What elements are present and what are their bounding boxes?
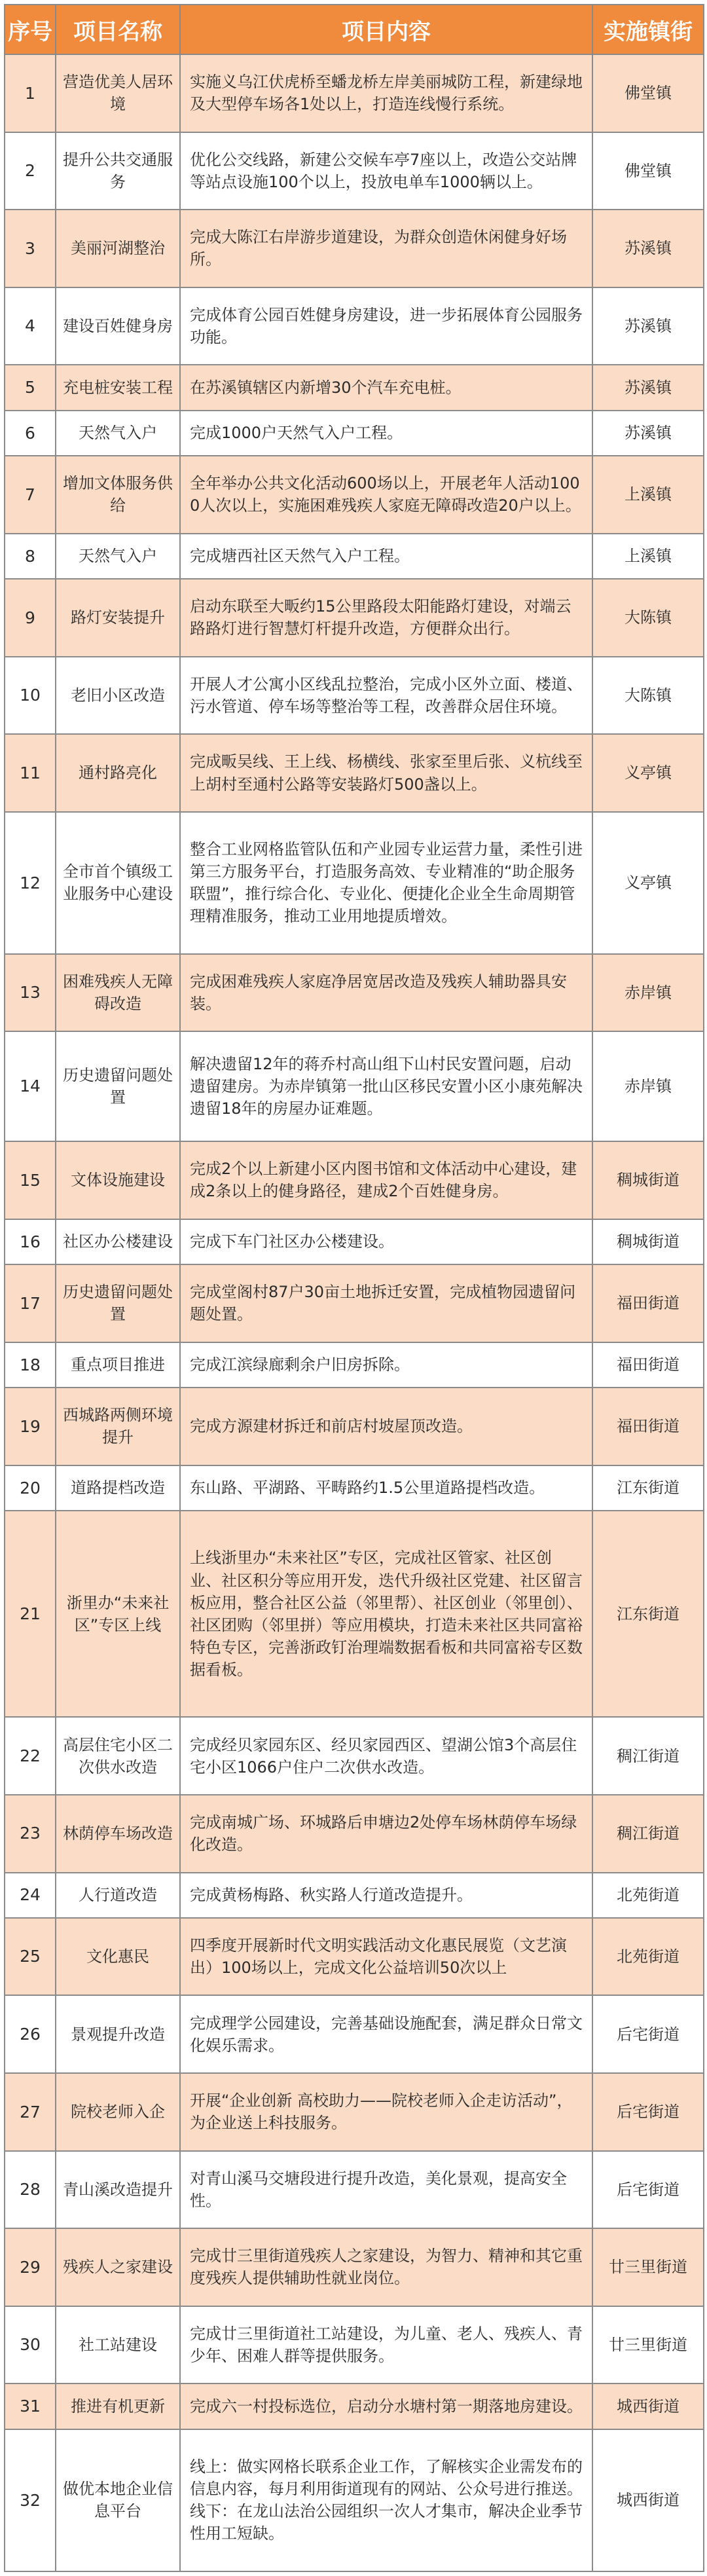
project-content: 完成经贝家园东区、经贝家园西区、望湖公馆3个高层住宅小区1066户住户二次供水改造。 bbox=[180, 1717, 592, 1795]
implementing-town: 稠江街道 bbox=[592, 1717, 704, 1795]
implementing-town: 廿三里街道 bbox=[592, 2306, 704, 2384]
implementing-town: 北苑街道 bbox=[592, 1918, 704, 1996]
project-content: 解决遗留12年的蒋乔村高山组下山村民安置问题，启动遗留建房。为赤岸镇第一批山区移民安置小区小康苑解决遗留18年的房屋办证难题。 bbox=[180, 1031, 592, 1141]
implementing-town: 赤岸镇 bbox=[592, 954, 704, 1032]
project-content: 完成南城广场、环城路后申塘边2处停车场林荫停车场绿化改造。 bbox=[180, 1795, 592, 1873]
project-content: 完成塘西社区天然气入户工程。 bbox=[180, 534, 592, 579]
project-name: 残疾人之家建设 bbox=[56, 2228, 180, 2306]
implementing-town: 后宅街道 bbox=[592, 1995, 704, 2073]
project-content: 整合工业网格监管队伍和产业园专业运营力量，柔性引进第三方服务平台，打造服务高效、专业精准的“助企服务联盟”，推行综合化、专业化、便捷化企业全生命周期管理精准服务，推动工业用地提质增效。 bbox=[180, 812, 592, 954]
row-number: 27 bbox=[5, 2073, 56, 2151]
row-number: 28 bbox=[5, 2151, 56, 2229]
implementing-town: 义亭镇 bbox=[592, 734, 704, 812]
project-content: 全年举办公共文化活动600场以上，开展老年人活动1000人次以上，实施困难残疾人家庭无障碍改造20户以上。 bbox=[180, 456, 592, 534]
implementing-town: 城西街道 bbox=[592, 2383, 704, 2429]
implementing-town: 江东街道 bbox=[592, 1511, 704, 1717]
row-number: 2 bbox=[5, 132, 56, 210]
project-name: 推进有机更新 bbox=[56, 2383, 180, 2429]
row-number: 9 bbox=[5, 579, 56, 657]
table-row bbox=[5, 1995, 704, 2073]
table-row bbox=[5, 1465, 704, 1511]
project-name: 做优本地企业信息平台 bbox=[56, 2429, 180, 2571]
project-content: 完成大陈江右岸游步道建设，为群众创造休闲健身好场所。 bbox=[180, 210, 592, 287]
table-row bbox=[5, 812, 704, 954]
table-row bbox=[5, 365, 704, 410]
row-number: 11 bbox=[5, 734, 56, 812]
row-number: 24 bbox=[5, 1873, 56, 1918]
implementing-town: 苏溪镇 bbox=[592, 287, 704, 365]
table-row bbox=[5, 1264, 704, 1342]
implementing-town: 佛堂镇 bbox=[592, 132, 704, 210]
row-number: 12 bbox=[5, 812, 56, 954]
header-name: 项目名称 bbox=[56, 5, 180, 54]
row-number: 14 bbox=[5, 1031, 56, 1141]
row-number: 22 bbox=[5, 1717, 56, 1795]
implementing-town: 佛堂镇 bbox=[592, 54, 704, 132]
implementing-town: 福田街道 bbox=[592, 1388, 704, 1465]
row-number: 21 bbox=[5, 1511, 56, 1717]
project-name: 通村路亮化 bbox=[56, 734, 180, 812]
implementing-town: 稠城街道 bbox=[592, 1219, 704, 1264]
table-row bbox=[5, 411, 704, 456]
row-number: 4 bbox=[5, 287, 56, 365]
project-content: 线上：做实网格长联系企业工作，了解核实企业需发布的信息内容，每月利用街道现有的网站、公众号进行推送。线下：在龙山法治公园组织一次人才集市，解决企业季节性用工短缺。 bbox=[180, 2429, 592, 2571]
table-row bbox=[5, 2306, 704, 2384]
table-row bbox=[5, 132, 704, 210]
header-row bbox=[5, 5, 704, 54]
row-number: 31 bbox=[5, 2383, 56, 2429]
table-row bbox=[5, 210, 704, 287]
implementing-town: 北苑街道 bbox=[592, 1873, 704, 1918]
table-row bbox=[5, 1795, 704, 1873]
implementing-town: 城西街道 bbox=[592, 2429, 704, 2571]
project-name: 天然气入户 bbox=[56, 411, 180, 456]
project-name: 浙里办“未来社区”专区上线 bbox=[56, 1511, 180, 1717]
row-number: 32 bbox=[5, 2429, 56, 2571]
project-name: 景观提升改造 bbox=[56, 1995, 180, 2073]
project-content: 完成堂阁村87户30亩土地拆迁安置，完成植物园遗留问题处置。 bbox=[180, 1264, 592, 1342]
project-content: 四季度开展新时代文明实践活动文化惠民展览（文艺演出）100场以上，完成文化公益培训50次以上 bbox=[180, 1918, 592, 1996]
table-row bbox=[5, 534, 704, 579]
project-name: 全市首个镇级工业服务中心建设 bbox=[56, 812, 180, 954]
row-number: 23 bbox=[5, 1795, 56, 1873]
row-number: 30 bbox=[5, 2306, 56, 2384]
implementing-town: 上溪镇 bbox=[592, 456, 704, 534]
project-name: 人行道改造 bbox=[56, 1873, 180, 1918]
table-row bbox=[5, 1511, 704, 1717]
project-name: 老旧小区改造 bbox=[56, 657, 180, 735]
table-row bbox=[5, 734, 704, 812]
table-row bbox=[5, 954, 704, 1032]
project-content: 完成黄杨梅路、秋实路人行道改造提升。 bbox=[180, 1873, 592, 1918]
row-number: 3 bbox=[5, 210, 56, 287]
row-number: 17 bbox=[5, 1264, 56, 1342]
implementing-town: 稠江街道 bbox=[592, 1795, 704, 1873]
project-name: 提升公共交通服务 bbox=[56, 132, 180, 210]
project-name: 高层住宅小区二次供水改造 bbox=[56, 1717, 180, 1795]
project-content: 完成理学公园建设，完善基础设施配套，满足群众日常文化娱乐需求。 bbox=[180, 1995, 592, 2073]
row-number: 8 bbox=[5, 534, 56, 579]
implementing-town: 大陈镇 bbox=[592, 657, 704, 735]
project-content: 上线浙里办“未来社区”专区，完成社区管家、社区创业、社区积分等应用开发，迭代升级社区党建、社区留言板应用，整合社区公益（邻里帮）、社区创业（邻里创）、社区团购（邻里拼）等应用模块，打造未来社区共同富裕特色专区，完善浙政钉治理端数据看板和共同富裕专区数据看板。 bbox=[180, 1511, 592, 1717]
table-row bbox=[5, 1141, 704, 1219]
project-name: 天然气入户 bbox=[56, 534, 180, 579]
implementing-town: 福田街道 bbox=[592, 1342, 704, 1388]
table-row bbox=[5, 456, 704, 534]
row-number: 7 bbox=[5, 456, 56, 534]
project-name: 青山溪改造提升 bbox=[56, 2151, 180, 2229]
row-number: 1 bbox=[5, 54, 56, 132]
project-name: 社区办公楼建设 bbox=[56, 1219, 180, 1264]
project-content: 在苏溪镇辖区内新增30个汽车充电桩。 bbox=[180, 365, 592, 410]
table-row bbox=[5, 2073, 704, 2151]
row-number: 13 bbox=[5, 954, 56, 1032]
implementing-town: 福田街道 bbox=[592, 1264, 704, 1342]
row-number: 25 bbox=[5, 1918, 56, 1996]
project-content: 完成困难残疾人家庭净居宽居改造及残疾人辅助器具安装。 bbox=[180, 954, 592, 1032]
project-content: 完成六一村投标选位，启动分水塘村第一期落地房建设。 bbox=[180, 2383, 592, 2429]
project-name: 西城路两侧环境提升 bbox=[56, 1388, 180, 1465]
header-no: 序号 bbox=[5, 5, 56, 54]
table-row bbox=[5, 2151, 704, 2229]
project-name: 建设百姓健身房 bbox=[56, 287, 180, 365]
implementing-town: 廿三里街道 bbox=[592, 2228, 704, 2306]
table-row bbox=[5, 1918, 704, 1996]
project-name: 社工站建设 bbox=[56, 2306, 180, 2384]
table-row bbox=[5, 2429, 704, 2571]
row-number: 18 bbox=[5, 1342, 56, 1388]
project-name: 营造优美人居环境 bbox=[56, 54, 180, 132]
table-header bbox=[5, 5, 704, 54]
row-number: 19 bbox=[5, 1388, 56, 1465]
table-row bbox=[5, 287, 704, 365]
project-name: 美丽河湖整治 bbox=[56, 210, 180, 287]
implementing-town: 后宅街道 bbox=[592, 2073, 704, 2151]
project-content: 完成体育公园百姓健身房建设，进一步拓展体育公园服务功能。 bbox=[180, 287, 592, 365]
project-content: 完成方源建材拆迁和前店村坡屋顶改造。 bbox=[180, 1388, 592, 1465]
table-row bbox=[5, 1031, 704, 1141]
project-name: 林荫停车场改造 bbox=[56, 1795, 180, 1873]
project-content: 开展“企业创新 高校助力——院校老师入企走访活动”，为企业送上科技服务。 bbox=[180, 2073, 592, 2151]
project-table bbox=[4, 4, 704, 2572]
table-row bbox=[5, 2383, 704, 2429]
project-content: 完成江滨绿廊剩余户旧房拆除。 bbox=[180, 1342, 592, 1388]
table-row bbox=[5, 2228, 704, 2306]
row-number: 5 bbox=[5, 365, 56, 410]
project-content: 完成1000户天然气入户工程。 bbox=[180, 411, 592, 456]
header-town: 实施镇街 bbox=[592, 5, 704, 54]
implementing-town: 后宅街道 bbox=[592, 2151, 704, 2229]
row-number: 20 bbox=[5, 1465, 56, 1511]
project-content: 东山路、平湖路、平畴路约1.5公里道路提档改造。 bbox=[180, 1465, 592, 1511]
project-content: 完成廿三里街道社工站建设，为儿童、老人、残疾人、青少年、困难人群等提供服务。 bbox=[180, 2306, 592, 2384]
implementing-town: 江东街道 bbox=[592, 1465, 704, 1511]
implementing-town: 苏溪镇 bbox=[592, 210, 704, 287]
project-name: 历史遗留问题处置 bbox=[56, 1264, 180, 1342]
table-row bbox=[5, 657, 704, 735]
project-name: 增加文体服务供给 bbox=[56, 456, 180, 534]
row-number: 10 bbox=[5, 657, 56, 735]
project-content: 完成畈吴线、王上线、杨横线、张家至里后张、义杭线至上胡村至通村公路等安装路灯500盏以上。 bbox=[180, 734, 592, 812]
implementing-town: 上溪镇 bbox=[592, 534, 704, 579]
project-name: 路灯安装提升 bbox=[56, 579, 180, 657]
table-row bbox=[5, 1717, 704, 1795]
project-name: 重点项目推进 bbox=[56, 1342, 180, 1388]
table-row bbox=[5, 1873, 704, 1918]
row-number: 15 bbox=[5, 1141, 56, 1219]
project-content: 启动东联至大畈约15公里路段太阳能路灯建设，对端云路路灯进行智慧灯杆提升改造，方便群众出行。 bbox=[180, 579, 592, 657]
header-content: 项目内容 bbox=[180, 5, 592, 54]
project-name: 历史遗留问题处置 bbox=[56, 1031, 180, 1141]
row-number: 6 bbox=[5, 411, 56, 456]
project-content: 完成下车门社区办公楼建设。 bbox=[180, 1219, 592, 1264]
table-row bbox=[5, 1219, 704, 1264]
implementing-town: 大陈镇 bbox=[592, 579, 704, 657]
project-name: 文体设施建设 bbox=[56, 1141, 180, 1219]
table-row bbox=[5, 579, 704, 657]
row-number: 29 bbox=[5, 2228, 56, 2306]
project-content: 完成廿三里街道残疾人之家建设，为智力、精神和其它重度残疾人提供辅助性就业岗位。 bbox=[180, 2228, 592, 2306]
project-content: 实施义乌江伏虎桥至蟠龙桥左岸美丽城防工程，新建绿地及大型停车场各1处以上，打造连线慢行系统。 bbox=[180, 54, 592, 132]
table-row bbox=[5, 1388, 704, 1465]
implementing-town: 稠城街道 bbox=[592, 1141, 704, 1219]
implementing-town: 苏溪镇 bbox=[592, 411, 704, 456]
project-content: 完成2个以上新建小区内图书馆和文体活动中心建设，建成2条以上的健身路径，建成2个百姓健身房。 bbox=[180, 1141, 592, 1219]
project-name: 文化惠民 bbox=[56, 1918, 180, 1996]
implementing-town: 苏溪镇 bbox=[592, 365, 704, 410]
project-content: 对青山溪马交塘段进行提升改造，美化景观，提高安全性。 bbox=[180, 2151, 592, 2229]
project-table-container bbox=[4, 4, 703, 2572]
project-content: 开展人才公寓小区线乱拉整治，完成小区外立面、楼道、污水管道、停车场等整治等工程，改善群众居住环境。 bbox=[180, 657, 592, 735]
implementing-town: 义亭镇 bbox=[592, 812, 704, 954]
project-name: 道路提档改造 bbox=[56, 1465, 180, 1511]
project-name: 充电桩安装工程 bbox=[56, 365, 180, 410]
table-row bbox=[5, 54, 704, 132]
row-number: 16 bbox=[5, 1219, 56, 1264]
project-content: 优化公交线路，新建公交候车亭7座以上，改造公交站牌等站点设施100个以上，投放电单车1000辆以上。 bbox=[180, 132, 592, 210]
row-number: 26 bbox=[5, 1995, 56, 2073]
table-row bbox=[5, 1342, 704, 1388]
implementing-town: 赤岸镇 bbox=[592, 1031, 704, 1141]
project-name: 困难残疾人无障碍改造 bbox=[56, 954, 180, 1032]
project-name: 院校老师入企 bbox=[56, 2073, 180, 2151]
table-body bbox=[5, 54, 704, 2571]
